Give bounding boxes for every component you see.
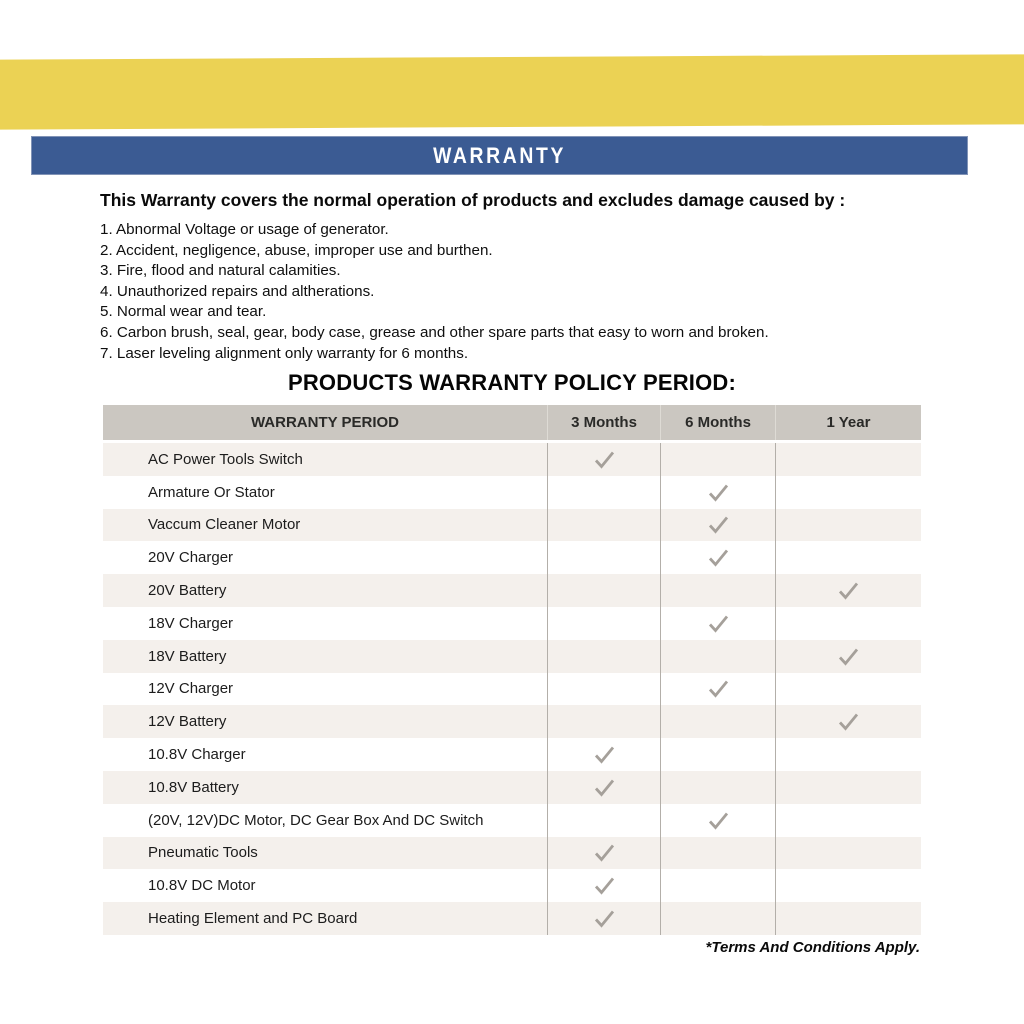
empty-cell [547,476,660,509]
empty-cell [547,541,660,574]
check-cell [775,705,921,738]
empty-cell [660,443,775,476]
table-row [103,804,921,837]
product-name: Armature Or Stator [148,483,275,501]
empty-cell [547,607,660,640]
table-header-row [103,405,921,440]
empty-cell [660,574,775,607]
warranty-table [103,405,921,935]
check-cell [660,509,775,542]
product-name: Pneumatic Tools [148,844,258,862]
check-icon [707,614,730,633]
check-cell [660,476,775,509]
product-name: 20V Battery [148,582,227,600]
empty-cell [660,738,775,771]
terms-footnote: *Terms And Conditions Apply. [705,939,920,956]
table-row [103,837,921,870]
column-header-warranty-period: WARRANTY PERIOD [250,414,400,431]
check-icon [707,679,730,698]
exclusion-item: 7. Laser leveling alignment only warranty for 6 months. [100,344,469,362]
page-title: WARRANTY [433,142,566,168]
empty-cell [775,476,921,509]
check-cell [775,640,921,673]
empty-cell [660,705,775,738]
check-cell [660,541,775,574]
empty-cell [547,804,660,837]
check-cell [547,738,660,771]
intro-text: This Warranty covers the normal operation of products and excludes damage caused by : [100,190,846,210]
warranty-title-bar [31,136,968,175]
check-icon [837,581,860,600]
product-name: 18V Charger [148,614,234,632]
exclusion-item: 6. Carbon brush, seal, gear, body case, grease and other spare parts that easy to worn and broken. [100,323,769,341]
table-row [103,476,921,509]
empty-cell [775,771,921,804]
check-cell [660,673,775,706]
table-row [103,640,921,673]
table-row [103,738,921,771]
empty-cell [775,902,921,935]
check-icon [837,647,860,666]
empty-cell [775,541,921,574]
empty-cell [775,443,921,476]
empty-cell [775,509,921,542]
product-name: Vaccum Cleaner Motor [148,516,301,534]
empty-cell [547,509,660,542]
check-cell [547,771,660,804]
empty-cell [660,837,775,870]
section-title: PRODUCTS WARRANTY POLICY PERIOD: [287,370,737,395]
check-cell [660,607,775,640]
check-icon [593,745,616,764]
empty-cell [660,771,775,804]
exclusion-list [100,220,940,364]
exclusion-item: 3. Fire, flood and natural calamities. [100,262,341,280]
empty-cell [547,673,660,706]
product-name: 10.8V DC Motor [148,877,256,895]
empty-cell [660,869,775,902]
check-icon [593,909,616,928]
empty-cell [775,607,921,640]
table-row [103,869,921,902]
product-name: 12V Charger [148,680,234,698]
table-row [103,607,921,640]
product-name: 10.8V Battery [148,778,239,796]
empty-cell [660,640,775,673]
table-row [103,705,921,738]
table-row [103,673,921,706]
exclusion-item: 4. Unauthorized repairs and altherations. [100,282,375,300]
empty-cell [547,705,660,738]
empty-cell [547,640,660,673]
check-cell [660,804,775,837]
product-name: 12V Battery [148,713,227,731]
check-icon [707,811,730,830]
product-name: 18V Battery [148,647,227,665]
check-icon [707,515,730,534]
check-cell [547,869,660,902]
check-icon [593,450,616,469]
table-body [103,443,921,935]
empty-cell [775,738,921,771]
column-header-6-months: 6 Months [660,405,775,440]
column-header-1-year: 1 Year [775,405,921,440]
yellow-banner [0,54,1024,129]
exclusion-item: 1. Abnormal Voltage or usage of generator. [100,221,389,238]
check-icon [707,483,730,502]
product-name: Heating Element and PC Board [148,910,358,928]
product-name: 10.8V Charger [148,746,246,764]
check-cell [547,837,660,870]
product-name: AC Power Tools Switch [148,450,303,468]
check-cell [547,902,660,935]
check-icon [593,843,616,862]
column-header-3-months: 3 Months [547,405,660,440]
empty-cell [660,902,775,935]
exclusion-item: 5. Normal wear and tear. [100,303,267,321]
empty-cell [775,673,921,706]
empty-cell [775,837,921,870]
exclusion-item: 2. Accident, negligence, abuse, improper use and burthen. [100,241,493,259]
empty-cell [775,804,921,837]
table-row [103,443,921,476]
empty-cell [775,869,921,902]
table-row [103,541,921,574]
product-name: 20V Charger [148,549,234,567]
empty-cell [547,574,660,607]
table-row [103,902,921,935]
check-icon [837,712,860,731]
table-row [103,574,921,607]
table-row [103,771,921,804]
check-icon [593,876,616,895]
table-row [103,509,921,542]
check-cell [775,574,921,607]
check-cell [547,443,660,476]
product-name: (20V, 12V)DC Motor, DC Gear Box And DC Switch [148,811,484,829]
check-icon [707,548,730,567]
check-icon [593,778,616,797]
